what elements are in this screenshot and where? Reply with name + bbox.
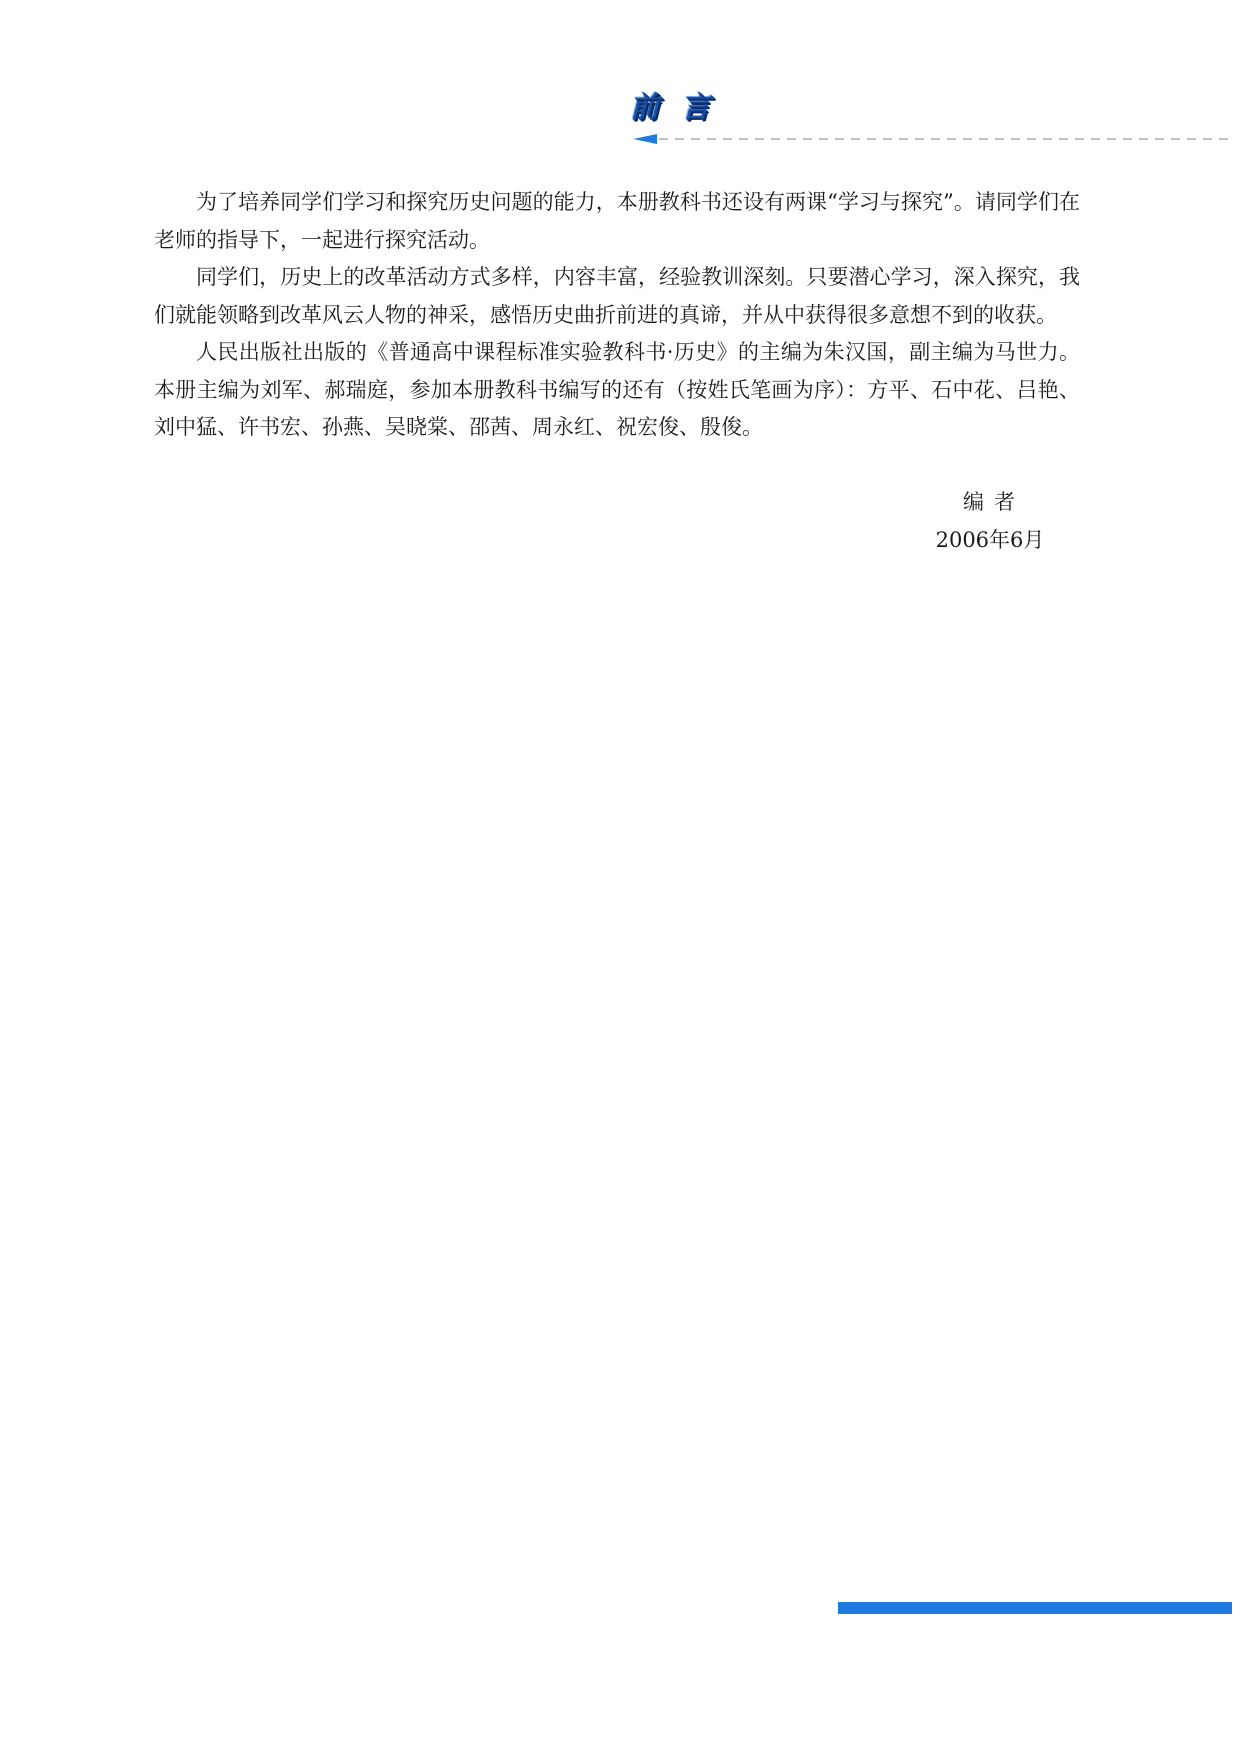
signature-block (900, 484, 1080, 559)
footer-accent-bar (838, 1602, 1232, 1614)
paragraph-1: 为了培养同学们学习和探究历史问题的能力，本册教科书还设有两课“学习与探究”。请同学们在老师的指导下，一起进行探究活动。 (154, 190, 1080, 252)
signature-date: 2006年6月 (935, 527, 1045, 552)
paragraph-3: 人民出版社出版的《普通高中课程标准实验教科书·历史》的主编为朱汉国，副主编为马世力。本册主编为刘军、郝瑞庭，参加本册教科书编写的还有（按姓氏笔画为序）：方平、石中花、吕艳、刘中猛、许书宏、孙燕、吴晓棠、邵茜、周永红、祝宏俊、殷俊。 (154, 340, 1080, 439)
signature-author: 编者 (963, 490, 1025, 514)
page-title: 前 言 (630, 90, 717, 124)
preface-body (154, 184, 1080, 447)
arrow-left-icon (633, 134, 657, 144)
header-dashed-rule (633, 129, 1233, 149)
paragraph-2: 同学们，历史上的改革活动方式多样，内容丰富，经验教训深刻。只要潜心学习，深入探究，我们就能领略到改革风云人物的神采，感悟历史曲折前进的真谛，并从中获得很多意想不到的收获。 (154, 265, 1080, 327)
